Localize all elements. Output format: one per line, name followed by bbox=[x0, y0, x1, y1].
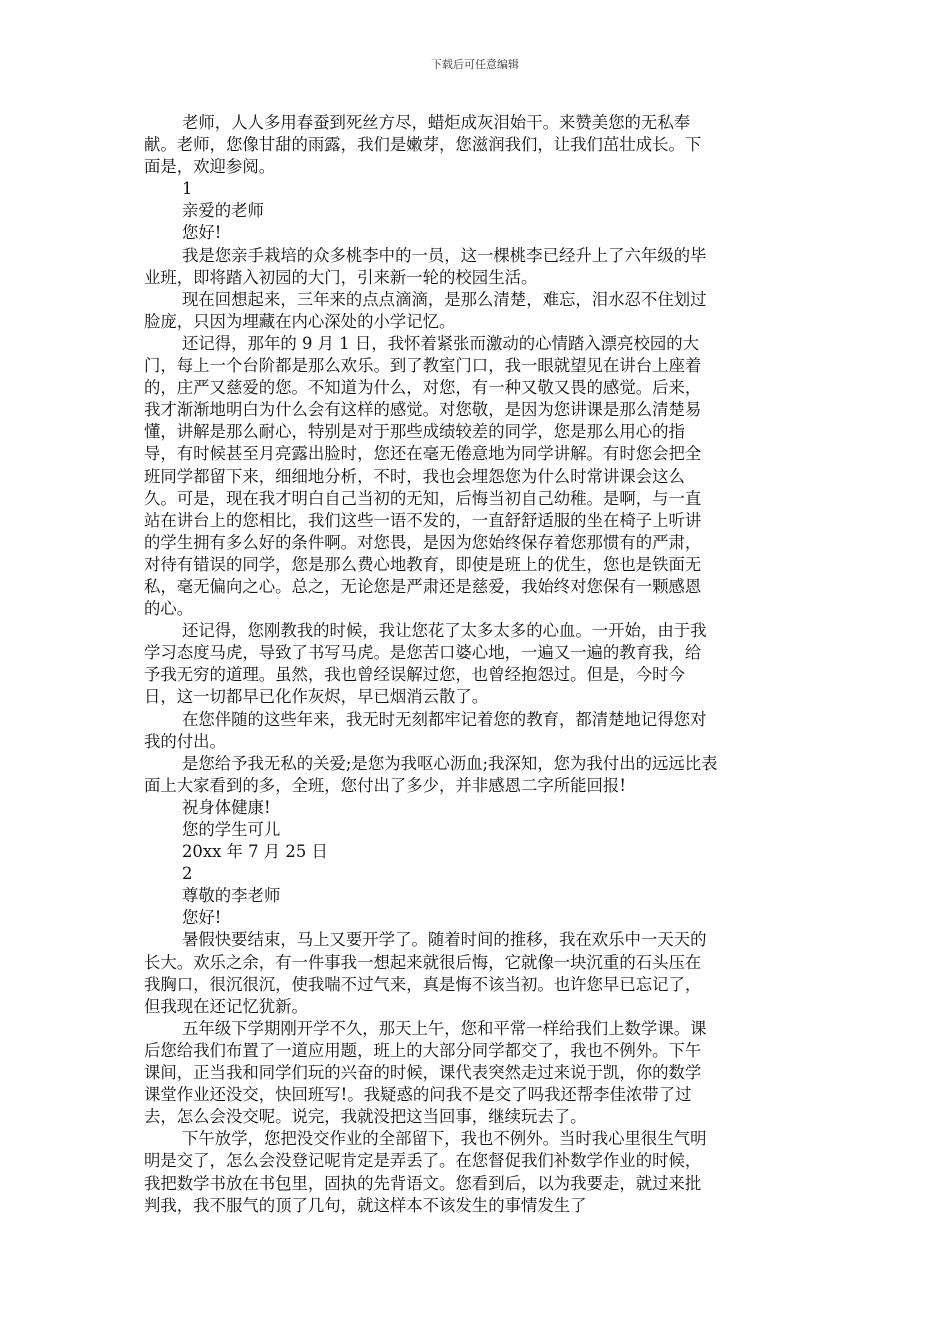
text-line: 判我，我不服气的顶了几句，就这样本不该发生的事情发生了 bbox=[144, 1195, 587, 1215]
text-line: 20xx 年 7 月 25 日 bbox=[182, 842, 328, 862]
text-line: 门，每上一个台阶都是那么欢乐。到了教室门口，我一眼就望见在讲台上座着 bbox=[144, 356, 702, 376]
text-line: 面是，欢迎参阅。 bbox=[144, 157, 276, 177]
text-line: 您好! bbox=[182, 908, 222, 928]
page-header: 下载后可任意编辑 bbox=[431, 58, 519, 71]
text-line: 私，毫无偏向之心。总之，无论您是严肃还是慈爱，我始终对您保有一颗感恩 bbox=[144, 576, 702, 596]
text-line: 还记得，那年的 9 月 1 日，我怀着紧张而激动的心情踏入漂亮校园的大 bbox=[182, 333, 700, 353]
text-line: 尊敬的李老师 bbox=[182, 886, 281, 906]
text-line: 的心。 bbox=[144, 599, 194, 619]
text-line: 是您给予我无私的关爱;是您为我呕心沥血;我深知，您为我付出的远远比表 bbox=[182, 753, 718, 773]
text-line: 献。老师，您像甘甜的雨露，我们是嫩芽，您滋润我们，让我们茁壮成长。下 bbox=[144, 135, 702, 155]
text-line: 课间，正当我和同学们玩的兴奋的时候，课代表突然走过来说于凯，你的数学 bbox=[144, 1063, 702, 1083]
text-line: 但我现在还记忆犹新。 bbox=[144, 996, 308, 1016]
text-line: 祝身体健康! bbox=[182, 797, 271, 817]
text-line: 对待有错误的同学，您是那么费心地教育，即使是班上的优生，您也是铁面无 bbox=[144, 554, 702, 574]
text-line: 1 bbox=[182, 179, 193, 199]
text-line: 五年级下学期刚开学不久，那天上午，您和平常一样给我们上数学课。课 bbox=[182, 1018, 707, 1038]
text-line: 我的付出。 bbox=[144, 731, 226, 751]
text-line: 我胸口，很沉很沉，使我喘不过气来，真是悔不该当初。也许您早已忘记了， bbox=[144, 974, 702, 994]
document-body bbox=[144, 112, 806, 1217]
text-line: 在您伴随的这些年来，我无时无刻都牢记着您的教育，都清楚地记得您对 bbox=[182, 709, 707, 729]
text-line: 日，这一切都早已化作灰烬，早已烟消云散了。 bbox=[144, 687, 489, 707]
text-line: 学习态度马虎，导致了书写马虎。是您苦口婆心地，一遍又一遍的教育我，给 bbox=[144, 643, 702, 663]
text-line: 我把数学书放在书包里，固执的先背语文。您看到后，以为我要走，就过来批 bbox=[144, 1173, 702, 1193]
text-line: 2 bbox=[182, 864, 193, 884]
text-line: 暑假快要结束，马上又要开学了。随着时间的推移，我在欢乐中一天天的 bbox=[182, 930, 707, 950]
text-line: 老师，人人多用春蚕到死丝方尽，蜡炬成灰泪始干。来赞美您的无私奉 bbox=[182, 113, 691, 132]
text-line: 站在讲台上的您相比，我们这些一语不发的，一直舒舒适服的坐在椅子上听讲 bbox=[144, 510, 702, 530]
text-line: 导，有时候甚至月亮露出脸时，您还在毫无倦意地为同学讲解。有时您会把全 bbox=[144, 444, 702, 464]
text-line: 您好! bbox=[182, 223, 222, 243]
text-line: 班同学都留下来，细细地分析，不时，我也会埋怨您为什么时常讲课会这么 bbox=[144, 466, 685, 486]
text-line: 久。可是，现在我才明白自己当初的无知，后悔当初自己幼稚。是啊，与一直 bbox=[144, 488, 702, 508]
text-line: 我才渐渐地明白为什么会有这样的感觉。对您敬，是因为您讲课是那么清楚易 bbox=[144, 400, 702, 420]
text-line: 明是交了，怎么会没登记呢肯定是弄丢了。在您督促我们补数学作业的时候， bbox=[144, 1151, 702, 1171]
text-line: 还记得，您刚教我的时候，我让您花了太多太多的心血。一开始，由于我 bbox=[182, 621, 707, 641]
text-line: 下午放学，您把没交作业的全部留下，我也不例外。当时我心里很生气明 bbox=[182, 1129, 707, 1149]
text-line: 您的学生可儿 bbox=[182, 820, 281, 839]
text-line: 予我无穷的道理。虽然，我也曾经误解过您，也曾经抱怨过。但是，今时今 bbox=[144, 665, 685, 685]
text-line: 后您给我们布置了一道应用题，班上的大部分同学都交了，我也不例外。下午 bbox=[144, 1040, 702, 1060]
text-line: 现在回想起来，三年来的点点滴滴，是那么清楚，难忘，泪水忍不住划过 bbox=[182, 289, 707, 309]
text-line: 的学生拥有多么好的条件啊。对您畏，是因为您始终保存着您那惯有的严肃， bbox=[144, 532, 702, 552]
text-line: 脸庞，只因为埋藏在内心深处的小学记忆。 bbox=[144, 311, 456, 331]
text-line: 亲爱的老师 bbox=[182, 201, 264, 221]
text-line: 面上大家看到的多，全班，您付出了多少，并非感恩二字所能回报! bbox=[144, 775, 626, 795]
text-line: 业班，即将踏入初园的大门，引来新一轮的校园生活。 bbox=[144, 267, 538, 287]
text-line: 的，庄严又慈爱的您。不知道为什么，对您，有一种又敬又畏的感觉。后来， bbox=[144, 378, 702, 398]
text-line: 去，怎么会没交呢。说完，我就没把这当回事，继续玩去了。 bbox=[144, 1107, 587, 1127]
text-line: 我是您亲手栽培的众多桃李中的一员，这一棵桃李已经升上了六年级的毕 bbox=[182, 245, 707, 265]
text-line: 懂，讲解是那么耐心，特别是对于那些成绩较差的同学，您是那么用心的指 bbox=[144, 422, 685, 442]
text-line: 课堂作业还没交，快回班写!。我疑惑的问我不是交了吗我还帮李佳浓带了过 bbox=[144, 1085, 692, 1105]
text-line: 长大。欢乐之余，有一件事我一想起来就很后悔，它就像一块沉重的石头压在 bbox=[144, 952, 702, 972]
